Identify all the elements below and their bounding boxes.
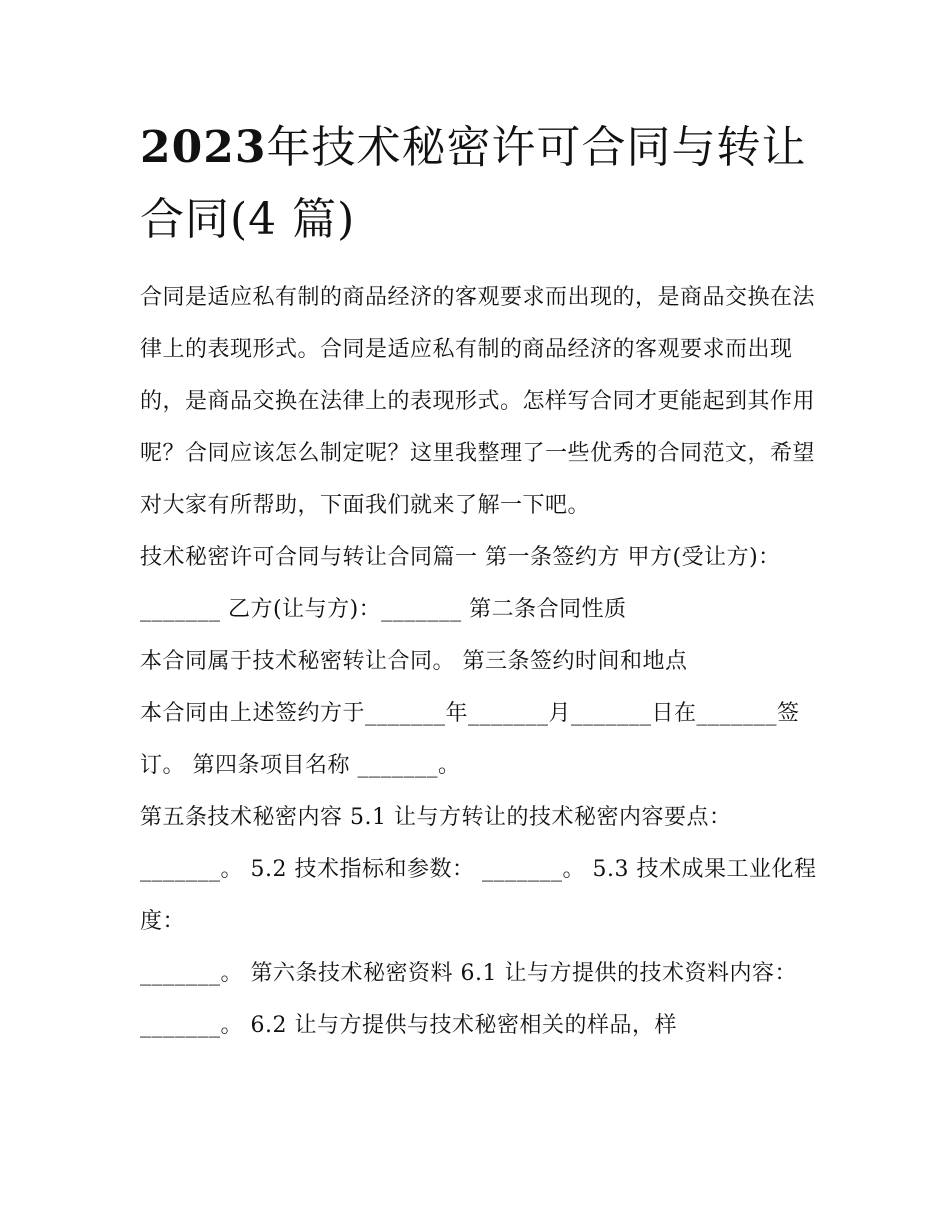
document-content (140, 112, 820, 1052)
article-one-paragraph: 技术秘密许可合同与转让合同篇一 第一条签约方 甲方(受让方)：_______ 乙方(让与方)：_______ 第二条合同性质 (140, 545, 781, 622)
intro-paragraph: 合同是适应私有制的商品经济的客观要求而出现的，是商品交换在法律上的表现形式。合同是适应私有制的商品经济的客观要求而出现的，是商品交换在法律上的表现形式。怎样写合同才更能起到其作用呢？合同应该怎么制定呢？这里我整理了一些优秀的合同范文，希望对大家有所帮助，下面我们就来了解一下吧。 (140, 285, 816, 518)
title-year: 2023 (140, 122, 267, 173)
signing-paragraph: 本合同由上述签约方于_______年_______月_______日在_______签订。 第四条项目名称 _______。 (140, 701, 800, 778)
article-six-paragraph: _______。 第六条技术秘密资料 6.1 让与方提供的技术资料内容： _______。 6.2 让与方提供与技术秘密相关的样品，样 (140, 961, 797, 1038)
contract-nature-paragraph: 本合同属于技术秘密转让合同。 第三条签约时间和地点 (140, 649, 688, 674)
article-five-paragraph: 第五条技术秘密内容 5.1 让与方转让的技术秘密内容要点：_______。 5.2 技术指标和参数： _______。 5.3 技术成果工业化程度： (140, 805, 817, 934)
document-title (140, 112, 820, 256)
title-text: 年技术秘密许可合同与转让合同(4 篇) (140, 122, 807, 245)
